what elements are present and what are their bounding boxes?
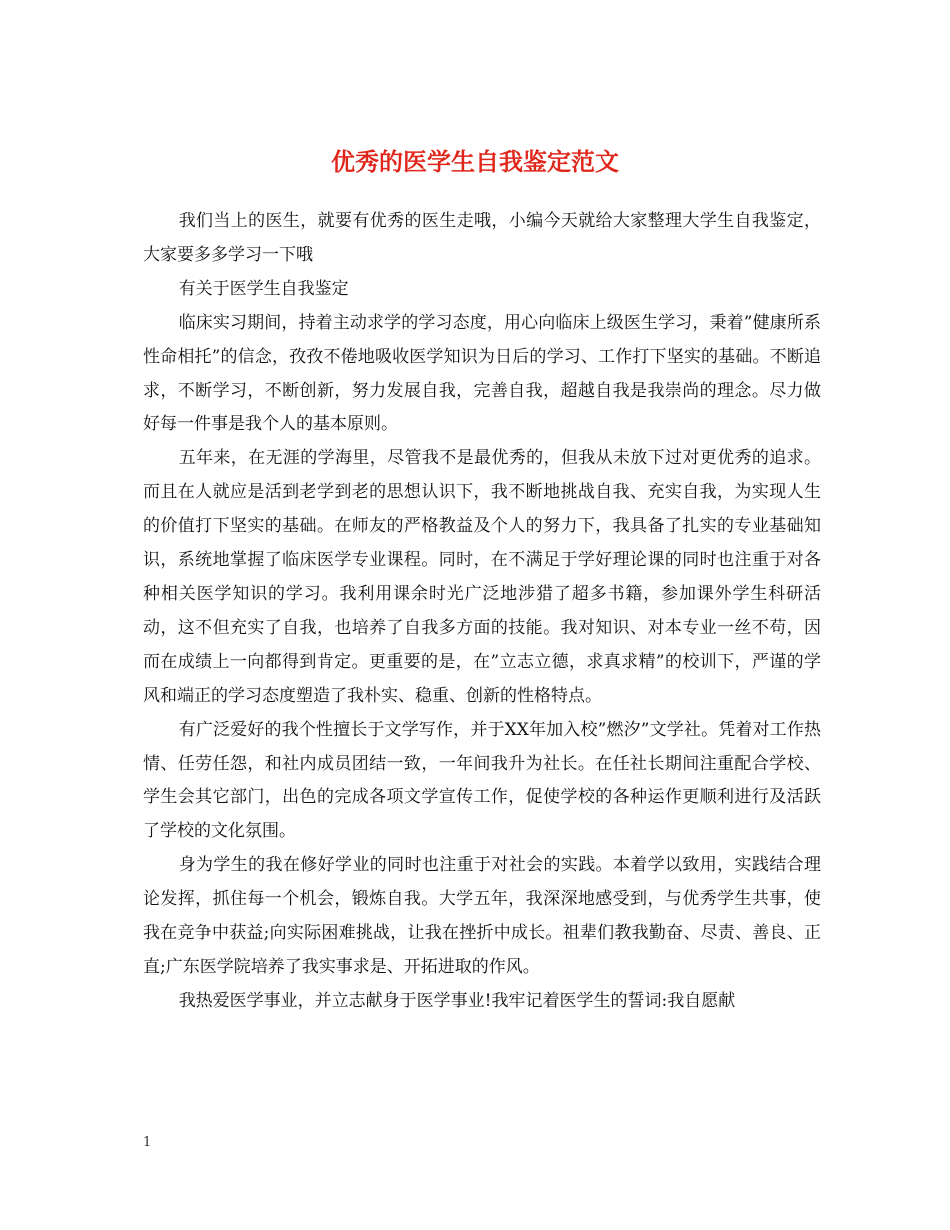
body-paragraph-medical-oath: 我热爱医学事业，并立志献身于医学事业!我牢记着医学生的誓词:我自愿献 [178,990,736,1011]
document-title: 优秀的医学生自我鉴定范文 [331,147,619,177]
page-number: 1 [143,1135,152,1150]
document-body [143,205,821,1019]
body-paragraph-five-years: 五年来，在无涯的学海里，尽管我不是最优秀的，但我从未放下过对更优秀的追求。而且在人就应是活到老学到老的思想认识下，我不断地挑战自我、充实自我，为实现人生的价值打下坚实的基础。在师友的严格教益及个人的努力下，我具备了扎实的专业基础知识，系统地掌握了临床医学专业课程。同时，在不满足于学好理论课的同时也注重于对各种相关医学知识的学习。我利用课余时光广泛地涉猎了超多书籍，参加课外学生科研活动，这不但充实了自我，也培养了自我多方面的技能。我对知识、对本专业一丝不苟，因而在成绩上一向都得到肯定。更重要的是，在”立志立德，求真求精”的校训下，严谨的学风和端正的学习态度塑造了我朴实、稳重、创新的性格特点。 [143,448,821,706]
body-paragraph-internship: 临床实习期间，持着主动求学的学习态度，用心向临床上级医生学习，秉着”健康所系性命相托”的信念，孜孜不倦地吸收医学知识为日后的学习、工作打下坚实的基础。不断追求，不断学习，不断创新，努力发展自我，完善自我，超越自我是我崇尚的理念。尽力做好每一件事是我个人的基本原则。 [143,312,821,435]
body-paragraph-social-practice: 身为学生的我在修好学业的同时也注重于对社会的实践。本着学以致用，实践结合理论发挥，抓住每一个机会，锻炼自我。大学五年，我深深地感受到，与优秀学生共事，使我在竞争中获益;向实际困难挑战，让我在挫折中成长。祖辈们教我勤奋、尽责、善良、正直;广东医学院培养了我实事求是、开拓进取的作风。 [143,855,821,977]
section-heading-paragraph: 有关于医学生自我鉴定 [178,278,349,299]
body-paragraph-literature-club: 有广泛爱好的我个性擅长于文学写作，并于XX年加入校”燃汐”文学社。凭着对工作热情、任劳任怨，和社内成员团结一致，一年间我升为社长。在任社长期间注重配合学校、学生会其它部门，出色的完成各项文学宣传工作，促使学校的各种运作更顺利进行及活跃了学校的文化氛围。 [143,719,821,842]
intro-paragraph: 我们当上的医生，就要有优秀的医生走哦，小编今天就给大家整理大学生自我鉴定，大家要多多学习一下哦 [143,211,821,265]
